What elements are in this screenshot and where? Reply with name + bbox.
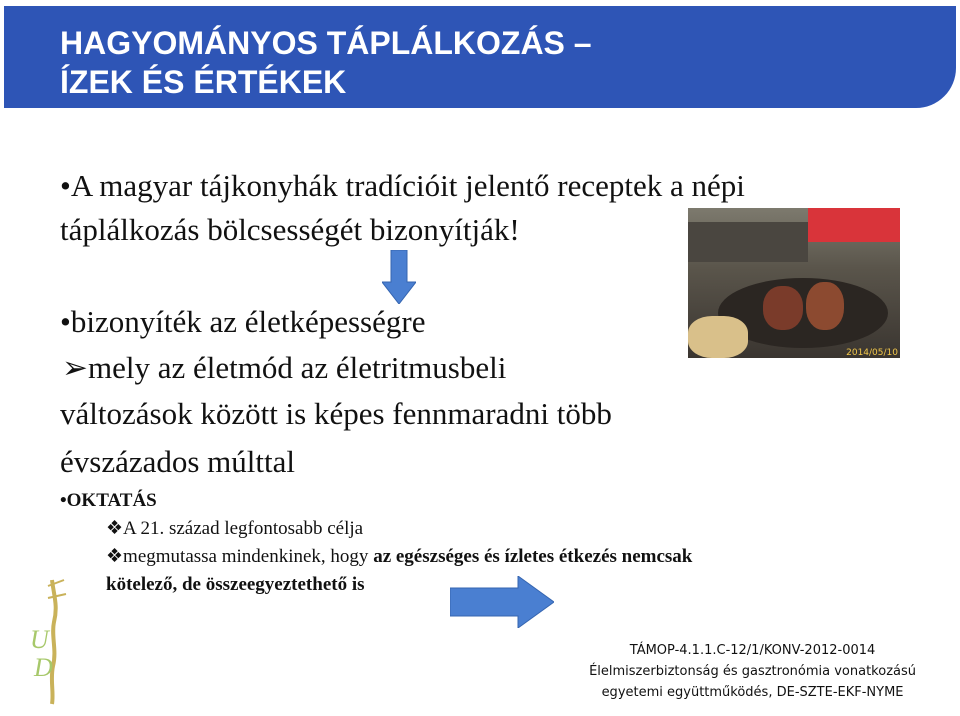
bullet-1-line-2: táplálkozás bölcsességét bizonyítják! [60,212,520,247]
footer-line-1: TÁMOP-4.1.1.C-12/1/KONV-2012-0014 [629,643,876,658]
footer-project-info [589,640,916,703]
sub-point-line-2: változások között is képes fennmaradni több [60,396,612,431]
svg-text:U: U [30,625,49,654]
down-arrow-icon [382,250,416,304]
sub-point-line-3: évszázados múlttal [60,444,295,479]
diamond-bullet-icon: ❖ [106,546,124,567]
right-arrow-icon [450,576,554,628]
bullet-1-line-1: •A magyar tájkonyhák tradícióit jelentő receptek a népi [60,168,745,203]
food-photo [688,208,900,358]
oktatas-item-1: ❖A 21. század legfontosabb célja [106,518,364,539]
title-line-2: ÍZEK ÉS ÉRTÉKEK [60,64,347,100]
diamond-bullet-icon: ❖ [106,518,124,539]
footer-line-3: egyetemi együttműködés, DE-SZTE-EKF-NYME [601,685,904,700]
oktatas-item-2: ❖megmutassa mindenkinek, hogy az egészséges és ízletes étkezés nemcsak [106,546,693,567]
svg-text:D: D [34,653,53,682]
university-logo-icon [24,576,80,706]
title-line-1: HAGYOMÁNYOS TÁPLÁLKOZÁS – [60,25,592,61]
bullet-2: •bizonyíték az életképességre [60,304,426,339]
oktatas-item-2-line-2: kötelező, de összeegyeztethető is [106,574,365,595]
slide-title [60,24,592,102]
arrowhead-bullet-icon: ➢ [62,350,88,385]
sub-point-line-1: ➢mely az életmód az életritmusbeli [62,350,507,385]
photo-date-stamp: 2014/05/10 [846,348,898,358]
footer-line-2: Élelmiszerbiztonság és gasztronómia vonatkozású [589,664,916,679]
oktatas-heading: •OKTATÁS [60,490,157,511]
